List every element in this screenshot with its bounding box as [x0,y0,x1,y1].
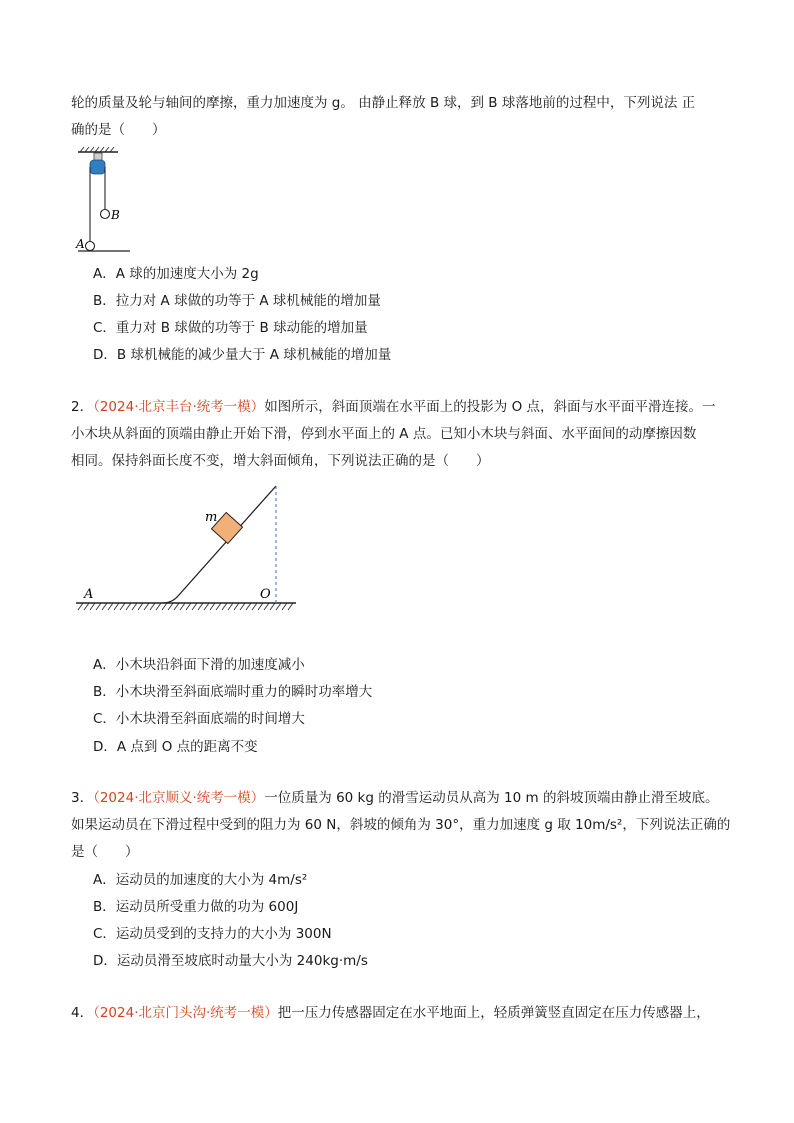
q3-text-line-1 [71,789,718,807]
q2-source: （2024·北京丰台·统考一模） [93,399,265,415]
q1-option-d: D．B 球机械能的减少量大于 A 球机械能的增加量 [93,347,392,363]
q2-label-a: A [84,587,94,602]
q3-number: 3． [71,790,94,806]
q1-label-a: A [76,237,85,251]
q2-label-m: m [205,510,218,525]
q4-stem: 把一压力传感器固定在水平地面上，轻质弹簧竖直固定在压力传感器上， [277,1005,710,1021]
q2-option-c: C．小木块滑至斜面底端的时间增大 [93,711,305,727]
q1-text-line-2: 确的是（ ） [71,122,166,138]
q3-source: （2024·北京顺义·统考一模） [93,790,265,806]
q3-stem: 一位质量为 60 kg 的滑雪运动员从高为 10 m 的斜坡顶端由静止滑至坡底。 [264,790,719,806]
q2-text-line-3: 相同。保持斜面长度不变，增大斜面倾角，下列说法正确的是（ ） [71,453,490,469]
q3-text-line-2: 如果运动员在下滑过程中受到的阻力为 60 N，斜坡的倾角为 30°，重力加速度 g 取 10m/s²，下列说法正确的 [71,817,731,833]
q4-number: 4． [71,1005,94,1021]
q3-option-c: C．运动员受到的支持力的大小为 300N [93,926,332,942]
q3-option-b: B．运动员所受重力做的功为 600J [93,899,299,915]
q2-option-a: A．小木块沿斜面下滑的加速度减小 [93,657,305,673]
q1-option-b: B．拉力对 A 球做的功等于 A 球机械能的增加量 [93,293,381,309]
q3-option-a: A．运动员的加速度的大小为 4m/s² [93,872,308,888]
q2-number: 2． [71,399,94,415]
q2-label-o: O [260,587,271,602]
q2-text-line-2: 小木块从斜面的顶端由静止开始下滑，停到水平面上的 A 点。已知小木块与斜面、水平面间的动摩擦因数 [71,426,697,442]
q2-stem: 如图所示，斜面顶端在水平面上的投影为 O 点，斜面与水平面平滑连接。一 [264,399,716,415]
q3-text-line-3: 是（ ） [71,844,139,860]
q4-source: （2024·北京门头沟·统考一模） [93,1005,278,1021]
q1-text-line-1: 轮的质量及轮与轴间的摩擦，重力加速度为 g。 由静止释放 B 球，到 B 球落地前的过程中，下列说法 正 [71,95,696,111]
q2-option-d: D．A 点到 O 点的距离不变 [93,739,258,755]
q1-option-a: A．A 球的加速度大小为 2g [93,266,259,282]
q2-option-b: B．小木块滑至斜面底端时重力的瞬时功率增大 [93,684,373,700]
q3-option-d: D．运动员滑至坡底时动量大小为 240kg·m/s [93,953,368,969]
q4-text-line-1 [71,1004,710,1022]
q1-option-c: C．重力对 B 球做的功等于 B 球动能的增加量 [93,320,368,336]
q1-label-b: B [111,208,120,222]
